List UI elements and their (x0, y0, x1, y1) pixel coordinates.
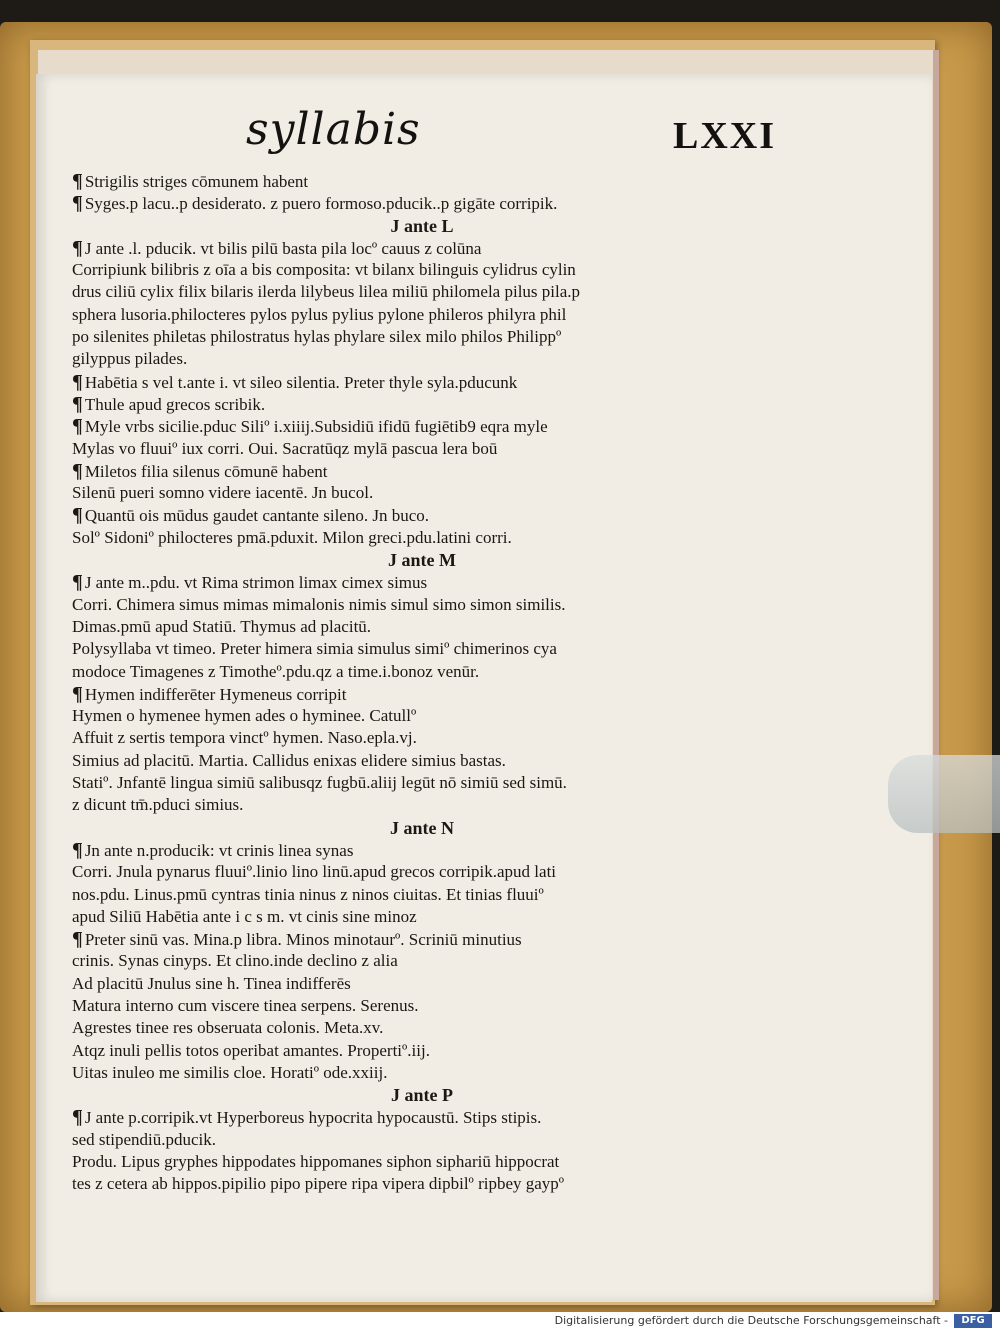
line-text: Miletos filia silenus cōmunē habent (84, 461, 328, 481)
text-line (72, 772, 772, 794)
text-line (72, 638, 772, 660)
text-line (72, 1040, 772, 1062)
text-line (72, 237, 772, 259)
line-text: Habētia s vel t.ante i. vt sileo silentia. Preter thyle syla.pducunk (84, 372, 518, 392)
line-text: Polysyllaba vt timeo. Preter himera simia simulus simiº chimerinos cya (72, 639, 557, 659)
line-text: J ante P (391, 1085, 453, 1106)
paragraph-mark-icon: ¶ (72, 392, 83, 415)
line-text: sphera lusoria.philocteres pylos pylus pylius pylone phileros philyra phil (72, 304, 567, 324)
line-text: Strigilis striges cōmunem habent (84, 172, 309, 191)
section-heading (72, 549, 772, 571)
paragraph-mark-icon: ¶ (72, 928, 83, 951)
line-text: Mylas vo fluuiº iux corri. Oui. Sacratūqz mylā pascua lera boū (72, 438, 498, 458)
dfg-logo: DFG (954, 1314, 992, 1328)
line-text: tes z cetera ab hippos.pipilio pipo pipere ripa vipera dipbilº ripbey gaypº (72, 1174, 565, 1194)
text-line (72, 705, 772, 727)
line-text: Corripiunk bilibris z oīa a bis composita: vt bilanx bilinguis cylidrus cylin (72, 260, 576, 280)
line-text: Syges.p lacu..p desiderato. z puero formoso.pducik..p gigāte corripik. (84, 194, 558, 214)
text-line (72, 170, 772, 192)
text-line (72, 906, 772, 928)
line-text: Statiº. Jnfantē lingua simiū salibusqz fugbū.aliij legūt nō simiū sed simū. (72, 773, 567, 793)
line-text: J ante p.corripik.vt Hyperboreus hypocrita hypocaustū. Stips stipis. (84, 1108, 542, 1128)
text-line (72, 326, 772, 348)
text-line (72, 393, 772, 415)
footer-bar (0, 1312, 1000, 1330)
text-line (72, 504, 772, 526)
line-text: Agrestes tinee res obseruata colonis. Meta.xv. (72, 1018, 384, 1038)
line-text: modoce Timagenes z Timotheº.pdu.qz a time.i.bonoz venūr. (72, 661, 480, 681)
line-text: Dimas.pmū apud Statiū. Thymus ad placitū. (72, 616, 372, 636)
line-text: sed stipendiū.pducik. (72, 1129, 217, 1149)
text-line (72, 1129, 772, 1151)
text-line (72, 1017, 772, 1039)
text-line (72, 259, 772, 281)
line-text: apud Siliū Habētia ante i c s m. vt cinis sine minoz (72, 906, 417, 926)
text-line (72, 527, 772, 549)
page-header (246, 104, 776, 168)
footer-credit: Digitalisierung gefördert durch die Deutsche Forschungsgemeinschaft - (554, 1314, 948, 1327)
paragraph-mark-icon: ¶ (72, 236, 83, 259)
text-line (72, 928, 772, 950)
line-text: Hymen indifferēter Hymeneus corripit (84, 684, 347, 704)
text-line (72, 348, 772, 370)
section-heading (72, 817, 772, 839)
line-text: J ante .l. pducik. vt bilis pilū basta pila locº cauus z colūna (84, 238, 482, 258)
text-line (72, 571, 772, 593)
text-line (72, 839, 772, 861)
text-line (72, 281, 772, 303)
paragraph-mark-icon: ¶ (72, 838, 83, 861)
text-line (72, 661, 772, 683)
line-text: Corri. Chimera simus mimas mimalonis nimis simul simo simon similis. (72, 594, 566, 614)
text-line (72, 950, 772, 972)
text-line (72, 794, 772, 816)
line-text: gilyppus pilades. (72, 349, 188, 369)
text-line (72, 415, 772, 437)
line-text: nos.pdu. Linus.pmū cyntras tinia ninus z ninos ciuitas. Et tinias fluuiº (72, 884, 544, 904)
text-line (72, 861, 772, 883)
line-text: J ante L (390, 215, 454, 236)
line-text: Silenū pueri somno videre iacentē. Jn bucol. (72, 483, 374, 503)
line-text: Solº Sidoniº philocteres pmā.pduxit. Milon greci.pdu.latini corri. (72, 527, 512, 547)
text-line (72, 371, 772, 393)
paragraph-mark-icon: ¶ (72, 170, 83, 192)
paragraph-mark-icon: ¶ (72, 682, 83, 705)
line-text: z dicunt tm̄.pduci simius. (72, 795, 244, 815)
text-line (72, 884, 772, 906)
line-text: J ante M (388, 550, 456, 571)
line-text: Atqz inuli pellis totos operibat amantes. Propertiº.iij. (72, 1040, 430, 1060)
book-page (36, 74, 932, 1302)
line-text: Jn ante n.producik: vt crinis linea synas (84, 840, 354, 860)
text-line (72, 1151, 772, 1173)
text-line (72, 192, 772, 214)
line-text: Myle vrbs sicilie.pduc Siliº i.xiiij.Subsidiū ifidū fugiētib9 eqra myle (84, 417, 548, 437)
line-text: Ad placitū Jnulus sine h. Tinea indifferēs (72, 973, 351, 993)
line-text: Simius ad placitū. Martia. Callidus enixas elidere simius bastas. (72, 750, 506, 770)
line-text: crinis. Synas cinyps. Et clino.inde declino z alia (72, 951, 398, 971)
text-line (72, 438, 772, 460)
text-line (72, 616, 772, 638)
line-text: Produ. Lipus gryphes hippodates hippomanes siphon siphariū hippocrat (72, 1152, 560, 1172)
body-text (72, 170, 772, 1196)
text-line (72, 304, 772, 326)
line-text: drus ciliū cylix filix bilaris ilerda lilybeus lilea miliū philomela pilus pila.p (72, 282, 581, 302)
folio-number: LXXI (672, 115, 776, 157)
text-line (72, 973, 772, 995)
text-line (72, 727, 772, 749)
text-line (72, 750, 772, 772)
section-heading (72, 1084, 772, 1106)
text-line (72, 1062, 772, 1084)
paragraph-mark-icon: ¶ (72, 192, 83, 215)
line-text: Matura interno cum viscere tinea serpens. Serenus. (72, 995, 419, 1015)
line-text: J ante N (390, 817, 454, 838)
paragraph-mark-icon: ¶ (72, 459, 83, 482)
paragraph-mark-icon: ¶ (72, 571, 83, 594)
section-heading (72, 215, 772, 237)
running-head: syllabis (246, 104, 421, 155)
paragraph-mark-icon: ¶ (72, 415, 83, 438)
text-line (72, 482, 772, 504)
text-line (72, 995, 772, 1017)
line-text: Preter sinū vas. Mina.p libra. Minos minotaurº. Scriniū minutius (84, 930, 522, 950)
text-line (72, 1173, 772, 1195)
text-line (72, 683, 772, 705)
line-text: Quantū ois mūdus gaudet cantante sileno. Jn buco. (84, 506, 429, 526)
line-text: Thule apud grecos scribik. (84, 394, 266, 414)
paragraph-mark-icon: ¶ (72, 1106, 83, 1129)
paragraph-mark-icon: ¶ (72, 370, 83, 393)
line-text: Hymen o hymenee hymen ades o hyminee. Catullº (72, 706, 417, 726)
paragraph-mark-icon: ¶ (72, 504, 83, 527)
line-text: po silenites philetas philostratus hylas phylare silex milo philos Philippº (72, 327, 562, 347)
line-text: Uitas inuleo me similis cloe. Horatiº ode.xxiij. (72, 1062, 388, 1082)
text-line (72, 460, 772, 482)
book-clasp (888, 755, 1000, 833)
line-text: J ante m..pdu. vt Rima strimon limax cimex simus (84, 573, 428, 593)
text-line (72, 594, 772, 616)
text-line (72, 1106, 772, 1128)
line-text: Corri. Jnula pynarus fluuiº.linio lino linū.apud grecos corripik.apud lati (72, 862, 557, 882)
line-text: Affuit z sertis tempora vinctº hymen. Naso.epla.vj. (72, 728, 417, 748)
